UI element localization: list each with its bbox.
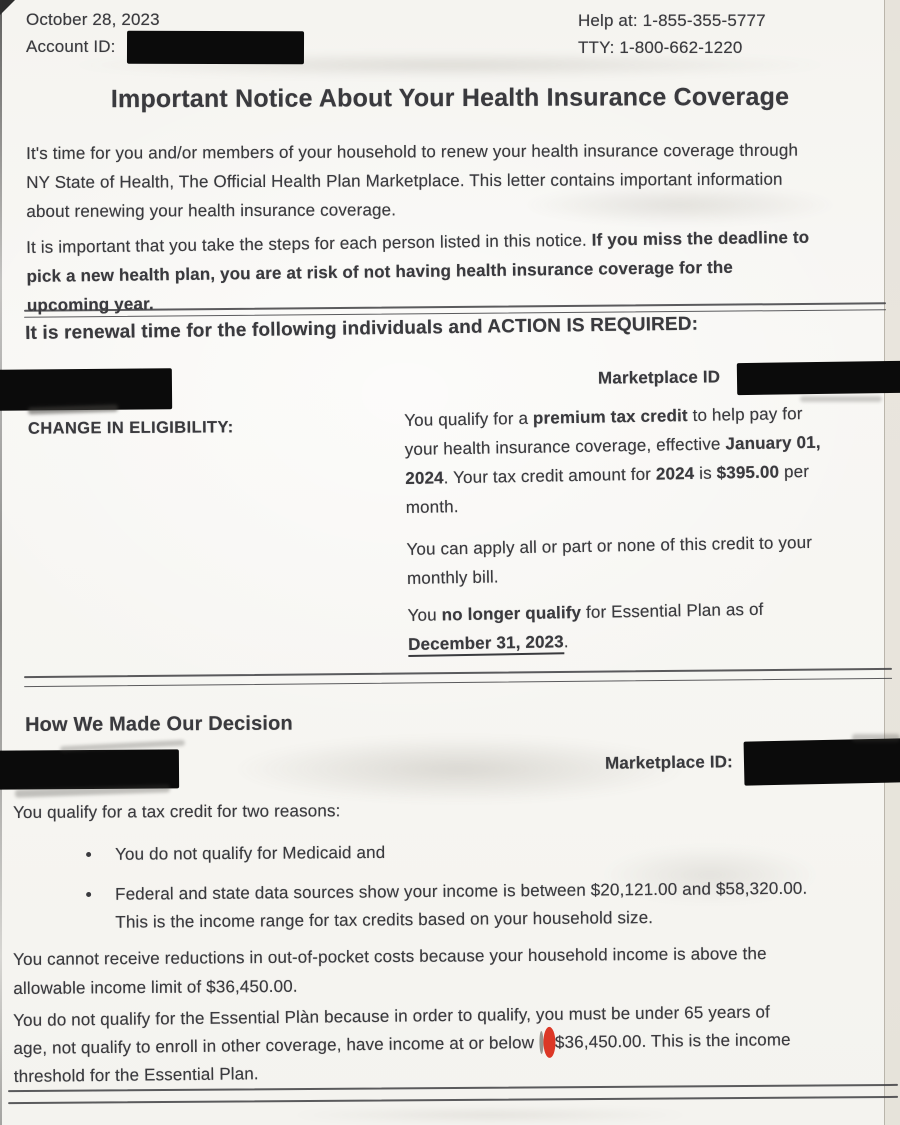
help-phone-line: Help at: 1-855-355-5777 [578, 11, 766, 30]
decision-section-heading: How We Made Our Decision [25, 712, 293, 736]
no-longer-qualify-paragraph: You no longer qualify for Essential Plan as of December 31, 2023. [407, 592, 896, 659]
intro-paragraph-renewal: It's time for you and/or members of your household to renew your health insurance coverage through NY State of Health, The Official Health Plan Marketplace. This letter contains important information about renewing your health insurance coverage. [26, 140, 799, 221]
red-circle-annotation [543, 1027, 555, 1058]
intro-paragraph-deadline: It is important that you take the steps for each person listed in this notice. If you miss the deadline to pick a new health plan, you are at risk of not having health insurance coverage for the upcoming year. [26, 227, 810, 315]
essential-plan-paragraph: You do not qualify for the Essential Plàn because in order to qualify, you must be under 65 years of age, not qualify to enroll in other coverage, have income at or below $36,450.00. This is the income threshold for the Essential Plan. [13, 1002, 791, 1086]
tax-credit-paragraph: You qualify for a premium tax credit to help pay for your health insurance coverage, effective January 01, 2024. Your tax credit amount for 2024 is $395.00 per month. [404, 404, 821, 517]
circled-income-threshold: $36,450.00. [539, 1028, 647, 1057]
change-in-eligibility-label: CHANGE IN ELIGIBILITY: [27, 418, 234, 438]
account-id-redaction-box [127, 31, 304, 65]
scan-smudge [280, 1108, 700, 1122]
two-reasons-paragraph: You qualify for a tax credit for two reasons: [13, 801, 341, 822]
renewal-section-heading: It is renewal time for the following individuals and ACTION IS REQUIRED: [25, 313, 699, 344]
bullet-medicaid: You do not qualify for Medicaid and [84, 836, 824, 869]
pen-stroke [852, 734, 900, 742]
marketplace-id-label: Marketplace ID [597, 367, 721, 388]
name-redaction-box [0, 749, 179, 789]
scan-corner-artifact [0, 0, 15, 15]
bullet-dot [86, 892, 91, 897]
marketplace-id-redaction-box [744, 738, 900, 785]
bullet-income-range: Federal and state data sources show your income is between $20,121.00 and $58,320.00. This is the income range for tax credits based on your household size. [84, 874, 884, 937]
scan-left-edge [0, 0, 2, 1125]
marketplace-id-redaction-box [737, 361, 900, 395]
account-id-label: Account ID: [26, 37, 116, 56]
marketplace-id-label: Marketplace ID: [604, 752, 734, 773]
bullet-dot [86, 852, 91, 857]
eligibility-details-column [404, 397, 896, 658]
name-redaction-box [0, 368, 172, 411]
apply-credit-paragraph: You can apply all or part or none of this credit to your monthly bill. [406, 532, 813, 588]
out-of-pocket-paragraph: You cannot receive reductions in out-of-pocket costs because your household income is above the allowable income limit of $36,450.00. [13, 944, 767, 998]
tty-phone-line: TTY: 1-800-662-1220 [578, 38, 743, 57]
section-divider [24, 668, 892, 676]
letter-date: October 28, 2023 [26, 10, 160, 29]
letter-title: Important Notice About Your Health Insurance Coverage [110, 82, 790, 114]
